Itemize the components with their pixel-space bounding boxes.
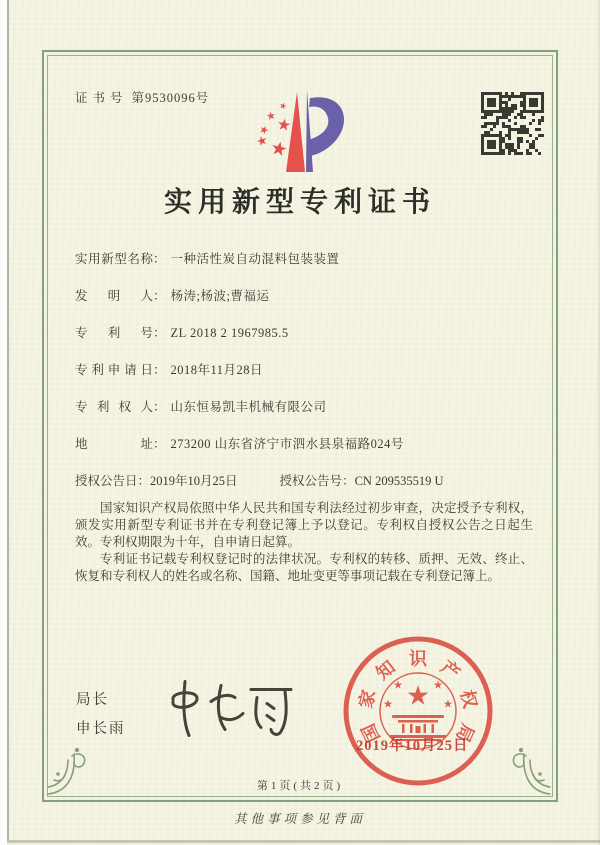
field-label: 专利号 xyxy=(75,326,153,340)
back-note: 其他事项参见背面 xyxy=(233,812,366,826)
official-seal xyxy=(341,634,495,788)
field-row-patentee xyxy=(75,397,535,434)
colon: ： xyxy=(153,437,166,451)
field-label: 实用新型名称 xyxy=(75,252,153,266)
svg-text:家: 家 xyxy=(355,687,380,711)
scan-margin xyxy=(0,0,7,845)
field-row-name xyxy=(75,249,535,286)
national-emblem-icon xyxy=(384,680,453,741)
svg-text:知: 知 xyxy=(372,656,400,684)
colon: ： xyxy=(153,289,166,303)
page-info: 第1页(共2页) xyxy=(256,780,344,792)
officer-name: 申长雨 xyxy=(76,721,126,737)
field-row-inventors xyxy=(75,286,535,323)
field-value: 杨涛;杨波;曹福运 xyxy=(170,289,270,303)
legal-paragraphs xyxy=(75,500,533,585)
legal-paragraph-1: 国家知识产权局依照中华人民共和国专利法经过初步审查，决定授予专利权，颁发实用新型专利证书并在专利登记簿上予以登记。专利权自授权公告之日起生效。专利权期限为十年，自申请日起算。 xyxy=(75,501,533,549)
svg-text:权: 权 xyxy=(456,687,481,711)
svg-text:产: 产 xyxy=(436,656,464,684)
field-label: 地址 xyxy=(75,437,153,451)
field-value: 273200 山东省济宁市泗水县泉福路024号 xyxy=(170,437,404,451)
field-value: 2018年11月28日 xyxy=(170,363,264,377)
field-row-patent-no xyxy=(75,323,535,360)
field-row-address xyxy=(75,434,535,471)
field-label: 专利权人 xyxy=(75,400,153,414)
certificate-number xyxy=(75,88,209,106)
colon: ： xyxy=(153,400,166,414)
certificate-number-label: 证书号 xyxy=(75,91,128,105)
field-label: 发明人 xyxy=(75,289,153,303)
colon: ： xyxy=(153,363,166,377)
grant-row xyxy=(75,471,537,489)
qr-code xyxy=(481,92,544,155)
signature-icon xyxy=(165,676,310,744)
colon: ： xyxy=(153,326,166,340)
legal-paragraph-2: 专利证书记载专利权登记时的法律状况。专利权的转移、质押、无效、终止、恢复和专利权人的姓名或名称、国籍、地址变更等事项记载在专利登记簿上。 xyxy=(75,552,533,583)
colon: ： xyxy=(153,252,166,266)
certificate-number-value: 第9530096号 xyxy=(131,91,210,105)
svg-text:国: 国 xyxy=(358,720,384,746)
field-value: 一种活性炭自动混料包装装置 xyxy=(170,252,340,266)
officer-block xyxy=(76,688,126,746)
cnipa-logo-icon xyxy=(250,84,350,179)
certificate-title: 实用新型专利证书 xyxy=(163,187,436,218)
field-value: ZL 2018 2 1967985.5 xyxy=(170,326,289,340)
svg-text:识: 识 xyxy=(409,649,427,669)
scan-edge-bottom xyxy=(7,840,600,843)
svg-text:局: 局 xyxy=(452,720,478,746)
field-row-filing-date xyxy=(75,360,535,397)
officer-title: 局长 xyxy=(76,692,109,708)
field-label: 专利申请日 xyxy=(75,363,153,377)
field-list xyxy=(75,249,535,471)
seal-date: 2019年10月25日 xyxy=(356,738,469,754)
grant-date: 授权公告日：2019年10月25日 xyxy=(75,474,238,488)
grant-number: 授权公告号：CN 209535519 U xyxy=(279,474,444,488)
scan-edge-left xyxy=(7,0,9,842)
field-value: 山东恒易凯丰机械有限公司 xyxy=(170,400,327,414)
